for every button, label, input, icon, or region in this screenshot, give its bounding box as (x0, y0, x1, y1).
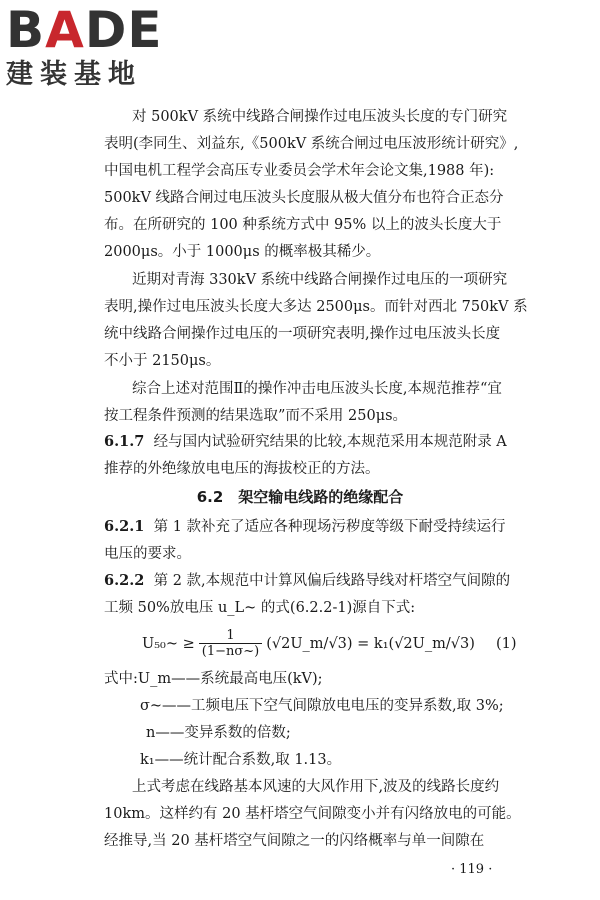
para1-line-4: 500kV 线路合闸过电压波头长度服从极大值分布也符合正态分 (104, 190, 504, 206)
page-number: · 119 · (451, 862, 493, 877)
clause-617-line-2: 推荐的外绝缘放电电压的海拔校正的方法。 (104, 461, 380, 477)
formula (142, 628, 475, 659)
para2-line-4: 不小于 2150μs。 (104, 353, 221, 369)
para4-line-3: 经推导,当 20 基杆塔空气间隙之一的闪络概率与单一间隙在 (104, 833, 485, 849)
formula-lhs: U₅₀~ ≥ (142, 635, 195, 652)
formula-fraction (199, 628, 262, 659)
para3-line-2: 按工程条件预测的结果选取”而不采用 250μs。 (104, 408, 408, 424)
definition-sigma: σ~——工频电压下空气间隙放电电压的变异系数,取 3%; (140, 698, 504, 714)
para1-line-5: 布。在所研究的 100 种系统方式中 95% 以上的波头长度大于 (104, 217, 502, 233)
para1-line-6: 2000μs。小于 1000μs 的概率极其稀少。 (104, 244, 381, 260)
logo-brand-text: BADE (6, 1, 163, 59)
clause-617-line-1 (104, 432, 507, 452)
clause-622-text-1: 第 2 款,本规范中计算风偏后线路导线对杆塔空气间隙的 (153, 573, 511, 589)
para4-line-1: 上式考虑在线路基本风速的大风作用下,波及的线路长度约 (132, 779, 500, 795)
para1-line-2: 表明(李同生、刘益东,《500kV 系统合闸过电压波形统计研究》, (104, 136, 519, 152)
clause-617-text-1: 经与国内试验研究结果的比较,本规范采用本规范附录 A (153, 434, 507, 450)
para2-line-1: 近期对青海 330kV 系统中线路合闸操作过电压的一项研究 (132, 272, 508, 288)
clause-622-number: 6.2.2 (104, 572, 145, 589)
definition-n: n——变异系数的倍数; (146, 725, 291, 741)
formula-denominator: (1−nσ~) (199, 643, 262, 659)
para4-line-2: 10km。这样约有 20 基杆塔空气间隙变小并有闪络放电的可能。 (104, 806, 521, 822)
clause-621-line-2: 电压的要求。 (104, 546, 191, 562)
para1-line-1: 对 500kV 系统中线路合闸操作过电压波头长度的专门研究 (132, 109, 508, 125)
definition-um: 式中:U_m——系统最高电压(kV); (104, 671, 323, 687)
para1-line-3: 中国电机工程学会高压专业委员会学术年会论文集,1988 年): (104, 163, 495, 179)
clause-617-number: 6.1.7 (104, 433, 145, 450)
clause-622-line-2: 工频 50%放电压 u_L~ 的式(6.2.2-1)源自下式: (104, 600, 416, 616)
section-heading: 6.2 架空输电线路的绝缘配合 (196, 488, 404, 506)
para2-line-3: 统中线路合闸操作过电压的一项研究表明,操作过电压波头长度 (104, 326, 501, 342)
logo-subtitle: 建装基地 (6, 59, 142, 90)
formula-numerator: 1 (226, 628, 235, 643)
formula-number: (1) (496, 636, 517, 652)
logo-accent-letter: A (45, 1, 85, 59)
definition-k1: k₁——统计配合系数,取 1.13。 (140, 752, 342, 768)
para2-line-2: 表明,操作过电压波头长度大多达 2500μs。而针对西北 750kV 系 (104, 299, 528, 315)
formula-rhs: (√2U_m/√3) = k₁(√2U_m/√3) (266, 635, 475, 652)
clause-621-line-1 (104, 517, 506, 537)
clause-621-text-1: 第 1 款补充了适应各种现场污秽度等级下耐受持续运行 (153, 519, 506, 535)
clause-621-number: 6.2.1 (104, 518, 145, 535)
para3-line-1: 综合上述对范围Ⅱ的操作冲击电压波头长度,本规范推荐“宜 (132, 381, 502, 397)
brand-logo (6, 1, 176, 92)
clause-622-line-1 (104, 571, 510, 591)
